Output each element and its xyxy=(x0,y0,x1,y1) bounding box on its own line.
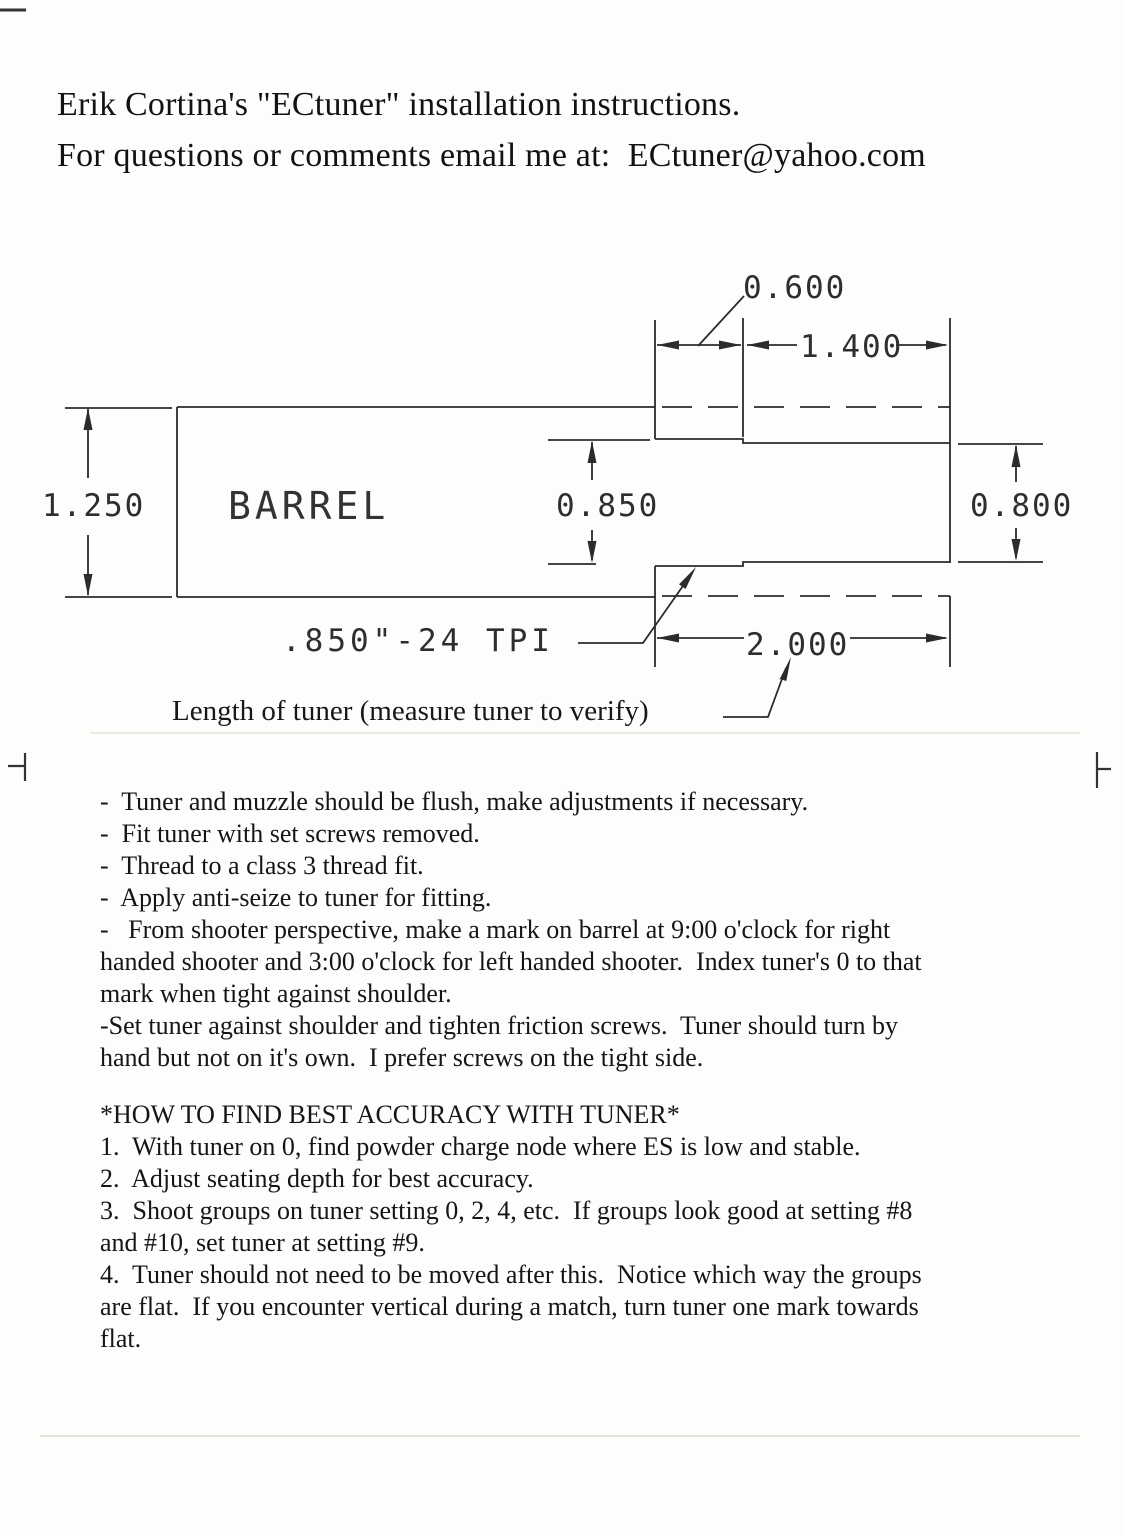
instruction-line: are flat. If you encounter vertical during a match, turn tuner one mark towards xyxy=(100,1292,919,1321)
instruction-line: handed shooter and 3:00 o'clock for left handed shooter. Index tuner's 0 to that xyxy=(100,947,922,976)
instruction-line: 4. Tuner should not need to be moved after this. Notice which way the groups xyxy=(100,1260,922,1289)
instruction-line xyxy=(100,1074,1000,1099)
instruction-line: hand but not on it's own. I prefer screws on the tight side. xyxy=(100,1043,704,1072)
instruction-line: 1. With tuner on 0, find powder charge node where ES is low and stable. xyxy=(100,1132,861,1161)
instruction-line: 2. Adjust seating depth for best accuracy. xyxy=(100,1164,534,1193)
dim-tuner-length: 2.000 xyxy=(746,627,850,663)
document-contact-line: For questions or comments email me at: ECtuner@yahoo.com xyxy=(57,137,926,174)
barrel-outline xyxy=(65,318,950,667)
dim-barrel-diameter: 1.250 xyxy=(42,488,146,524)
instruction-line: - Fit tuner with set screws removed. xyxy=(100,819,480,848)
instruction-line: - From shooter perspective, make a mark on barrel at 9:00 o'clock for right xyxy=(100,915,891,944)
hidden-tuner-outline xyxy=(662,407,950,596)
instruction-line: - Tuner and muzzle should be flush, make adjustments if necessary. xyxy=(100,787,809,816)
dim-thread-length: 1.400 xyxy=(800,329,904,365)
instruction-line: and #10, set tuner at setting #9. xyxy=(100,1228,425,1257)
accuracy-section-title: *HOW TO FIND BEST ACCURACY WITH TUNER* xyxy=(100,1100,680,1129)
instructions-text xyxy=(100,786,1000,1355)
document-title: Erik Cortina's "ECtuner" installation instructions. xyxy=(57,86,741,123)
tuner-length-note: Length of tuner (measure tuner to verify) xyxy=(172,695,649,727)
instruction-line: - Thread to a class 3 thread fit. xyxy=(100,851,424,880)
thread-spec-label: .850"-24 TPI xyxy=(282,623,554,659)
instruction-line: flat. xyxy=(100,1324,142,1353)
instruction-line: mark when tight against shoulder. xyxy=(100,979,452,1008)
instruction-line: 3. Shoot groups on tuner setting 0, 2, 4, etc. If groups look good at setting #8 xyxy=(100,1196,913,1225)
dim-tuner-end-diameter: 0.800 xyxy=(970,488,1074,524)
instruction-line: - Apply anti-seize to tuner for fitting. xyxy=(100,883,492,912)
barrel-label: BARREL xyxy=(228,484,390,528)
dim-relief-length: 0.600 xyxy=(743,270,847,306)
instruction-line: -Set tuner against shoulder and tighten friction screws. Tuner should turn by xyxy=(100,1011,898,1040)
dim-thread-diameter: 0.850 xyxy=(556,488,660,524)
